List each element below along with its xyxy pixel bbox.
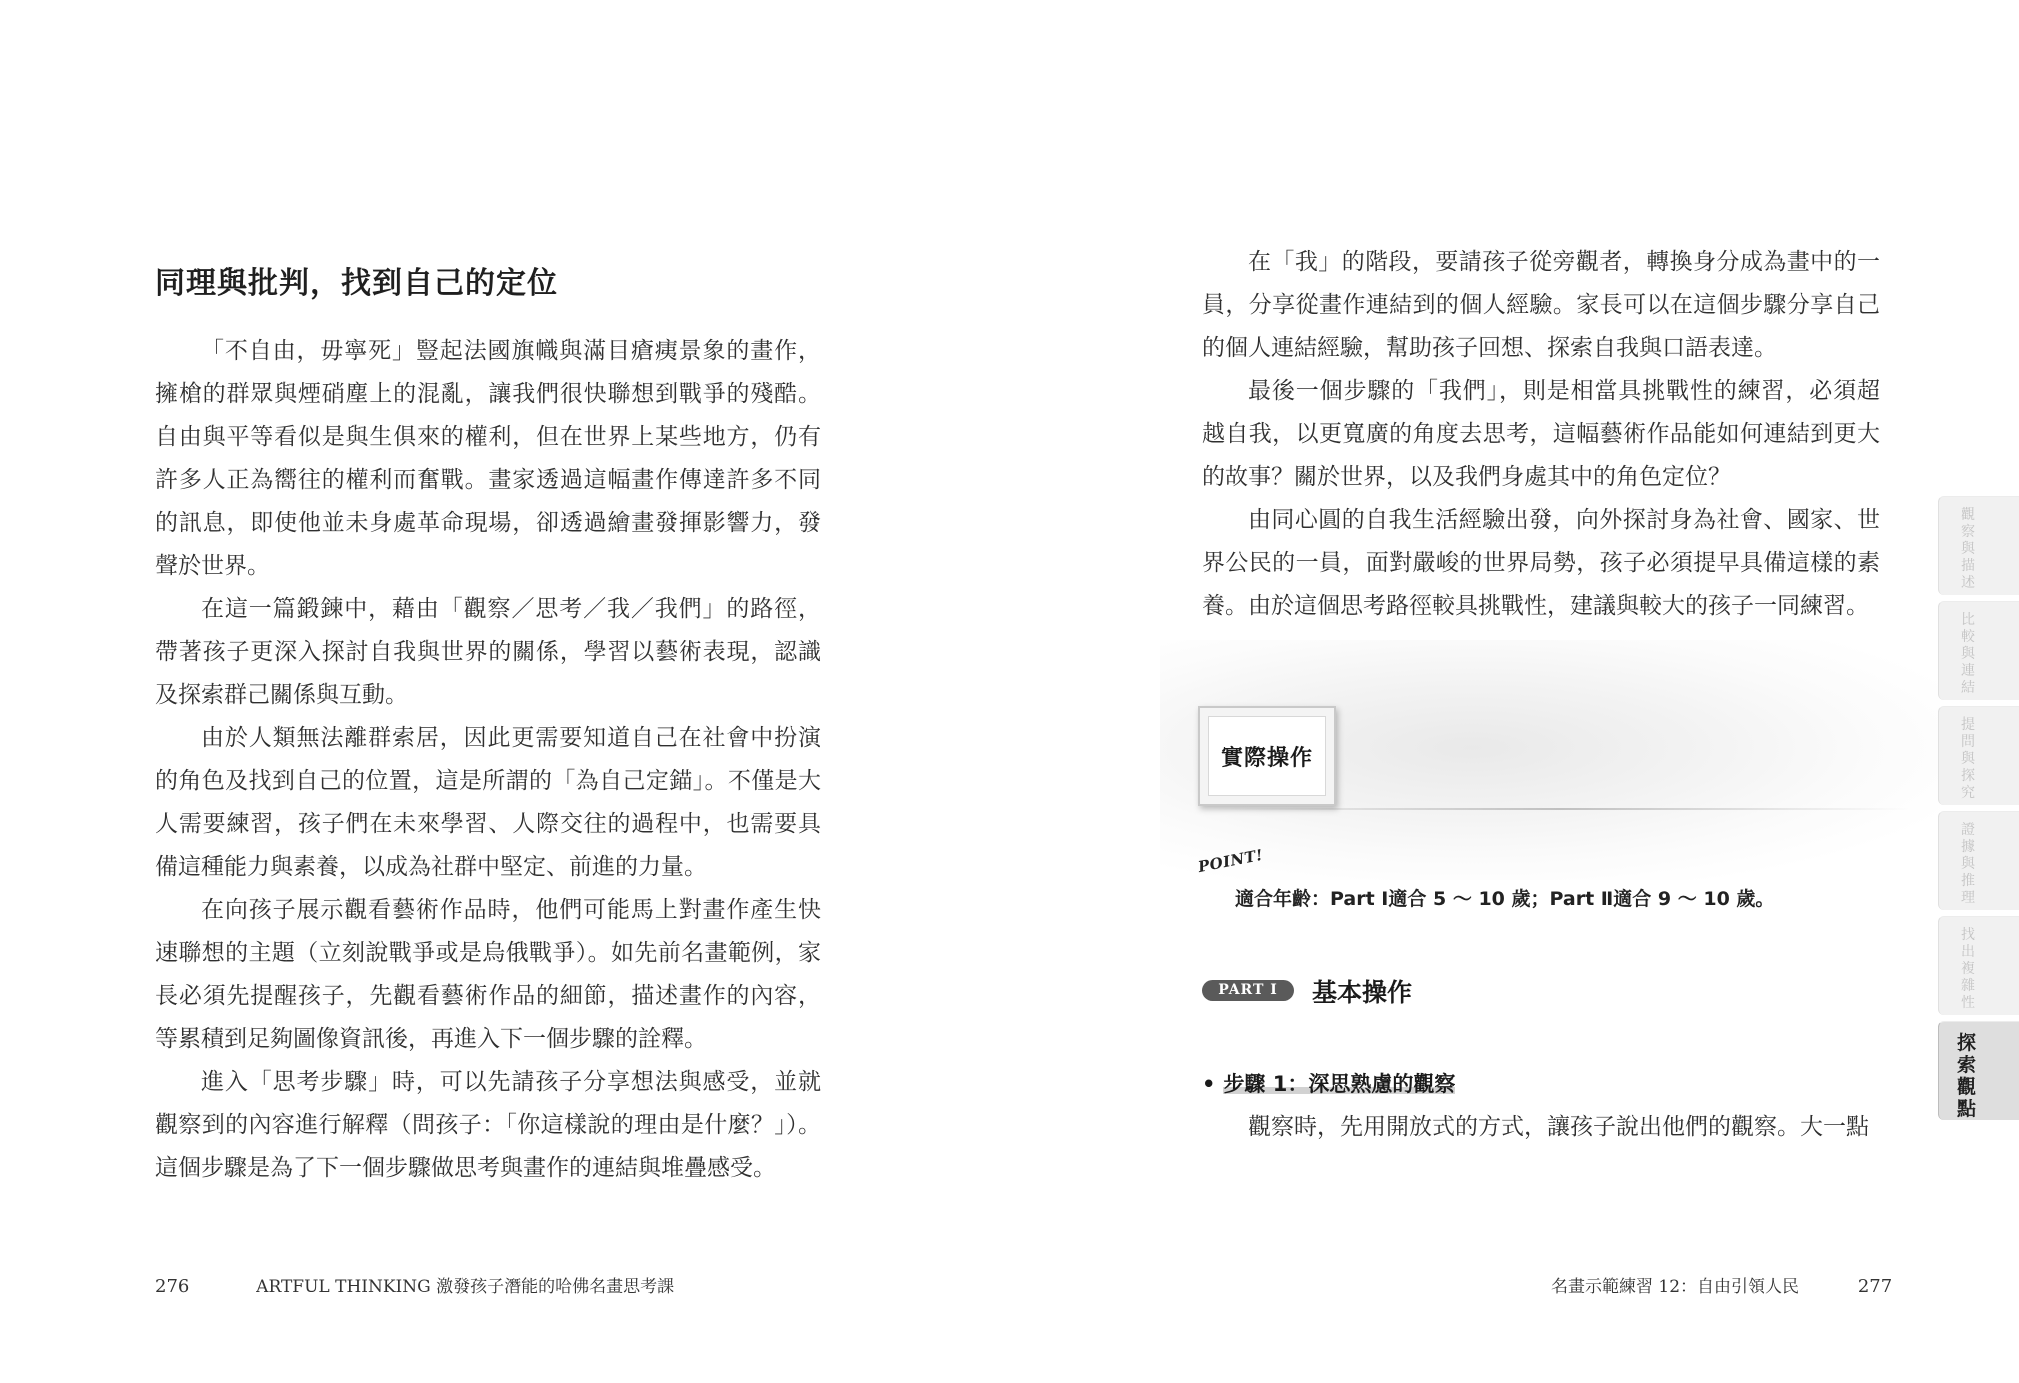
side-tab-label: 比較與連結: [1961, 612, 1975, 696]
right-footer: [1551, 1272, 1892, 1297]
section-title: 同理與批判，找到自己的定位: [155, 266, 558, 301]
step-text: 觀察時，先用開放式的方式，讓孩子說出他們的觀察。大一點: [1248, 1114, 1869, 1140]
side-tab-label: 找出複雜性: [1961, 927, 1975, 1011]
wall-rail: [1210, 808, 1910, 810]
side-tabs: [1938, 496, 2019, 1126]
page-number: 276: [155, 1276, 190, 1297]
right-page: [1010, 0, 2019, 1383]
side-tab-question-explore[interactable]: [1938, 706, 2019, 805]
side-tab-find-complexity[interactable]: [1938, 916, 2019, 1015]
step-title: [1202, 1068, 1455, 1098]
paragraph: 由同心圓的自我生活經驗出發，向外探討身為社會、國家、世界公民的一員，面對嚴峻的世界局勢，孩子必須提早具備這樣的素養。由於這個思考路徑較具挑戰性，建議與較大的孩子一同練習。: [1202, 507, 1880, 619]
side-tab-evidence-reasoning[interactable]: [1938, 811, 2019, 910]
left-body-text: [155, 330, 821, 1190]
side-tab-label: 探索觀點: [1957, 1032, 1977, 1120]
paragraph: 「不自由，毋寧死」豎起法國旗幟與滿目瘡痍景象的畫作，擁槍的群眾與煙硝塵上的混亂，讓我們很快聯想到戰爭的殘酷。自由與平等看似是與生俱來的權利，但在世界上某些地方，仍有許多人正為嚮往的權利而奮戰。畫家透過這幅畫作傳達許多不同的訊息，即使他並未身處革命現場，卻透過繪畫發揮影響力，發聲於世界。: [155, 338, 821, 579]
book-title: ARTFUL THINKING 激發孩子潛能的哈佛名畫思考課: [256, 1277, 675, 1297]
part-title: 基本操作: [1312, 978, 1413, 1007]
bullet-icon: •: [1202, 1072, 1216, 1096]
side-tab-explore-viewpoints[interactable]: [1938, 1021, 2019, 1120]
practice-frame: [1198, 706, 1336, 806]
paragraph: 最後一個步驟的「我們」，則是相當具挑戰性的練習，必須超越自我，以更寬廣的角度去思考，這幅藝術作品能如何連結到更大的故事？關於世界，以及我們身處其中的角色定位？: [1202, 378, 1880, 490]
practice-label: 實際操作: [1208, 716, 1326, 796]
age-range-text: 適合年齡：Part Ⅰ適合 5 ～ 10 歲；Part Ⅱ適合 9 ～ 10 歲。: [1235, 888, 1775, 910]
side-tab-label: 提問與探究: [1961, 717, 1975, 801]
side-tab-label: 證據與推理: [1961, 822, 1975, 906]
paragraph: 由於人類無法離群索居，因此更需要知道自己在社會中扮演的角色及找到自己的位置，這是所謂的「為自己定錨」。不僅是大人需要練習，孩子們在未來學習、人際交往的過程中，也需要具備這種能力與素養，以成為社群中堅定、前進的力量。: [155, 725, 821, 880]
step-title-text: 步驟 1：深思熟慮的觀察: [1223, 1072, 1456, 1096]
side-tab-observe-describe[interactable]: [1938, 496, 2019, 595]
part-badge: PART I: [1202, 980, 1294, 1001]
paragraph: 在這一篇鍛鍊中，藉由「觀察／思考／我／我們」的路徑，帶著孩子更深入探討自我與世界的關係，學習以藝術表現，認識及探索群己關係與互動。: [155, 596, 821, 708]
side-tab-compare-connect[interactable]: [1938, 601, 2019, 700]
paragraph: 在「我」的階段，要請孩子從旁觀者，轉換身分成為畫中的一員，分享從畫作連結到的個人經驗。家長可以在這個步驟分享自己的個人連結經驗，幫助孩子回想、探索自我與口語表達。: [1202, 249, 1880, 361]
point-label: POINT!: [1196, 845, 1265, 876]
left-page: [0, 0, 1009, 1383]
chapter-title: 名畫示範練習 12：自由引領人民: [1551, 1277, 1800, 1297]
paragraph: 在向孩子展示觀看藝術作品時，他們可能馬上對畫作產生快速聯想的主題（立刻說戰爭或是烏俄戰爭）。如先前名畫範例，家長必須先提醒孩子，先觀看藝術作品的細節，描述畫作的內容，等累積到足夠圖像資訊後，再進入下一個步驟的詮釋。: [155, 897, 821, 1052]
side-tab-label: 觀察與描述: [1961, 507, 1975, 591]
left-footer: [155, 1272, 674, 1297]
paragraph: 進入「思考步驟」時，可以先請孩子分享想法與感受，並就觀察到的內容進行解釋（問孩子：「你這樣說的理由是什麼？」）。這個步驟是為了下一個步驟做思考與畫作的連結與堆疊感受。: [155, 1069, 821, 1181]
page-number: 277: [1857, 1276, 1893, 1297]
right-body-text: [1202, 241, 1880, 628]
